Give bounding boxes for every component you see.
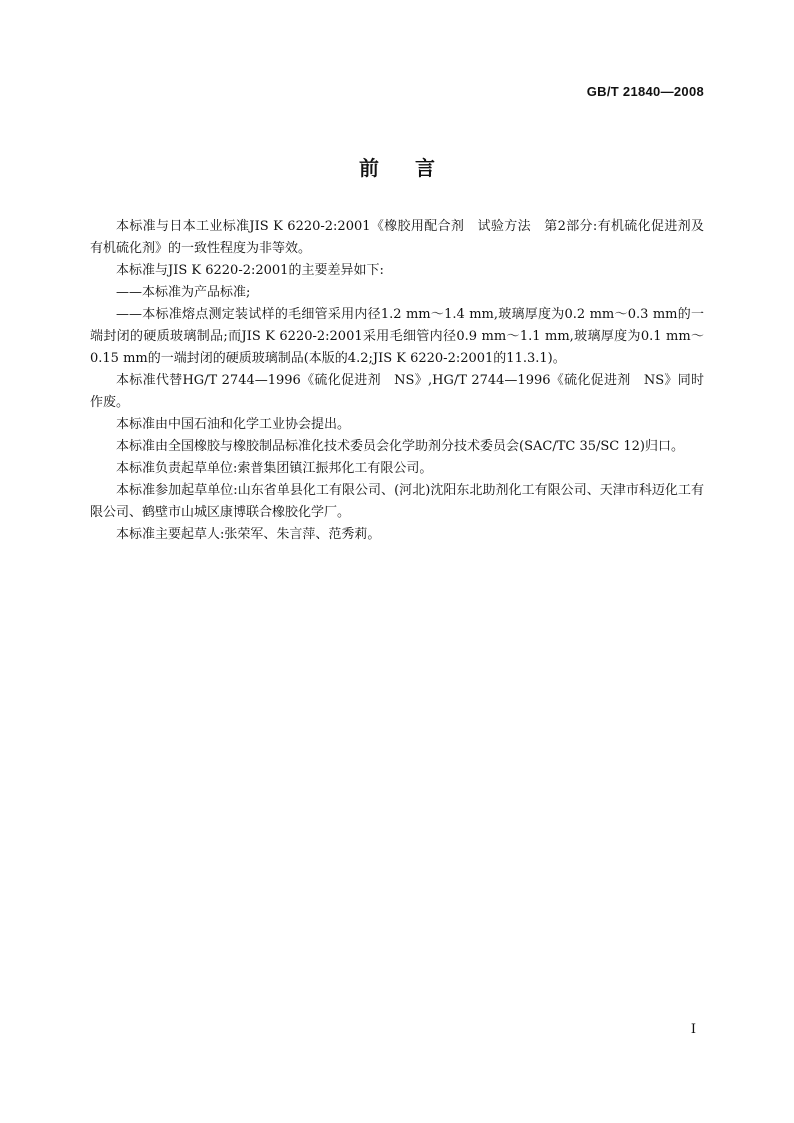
page-number: I	[690, 1022, 696, 1037]
paragraph-proposed-by: 本标准由中国石油和化学工业协会提出。	[116, 417, 351, 432]
standard-code: GB/T 21840—2008	[586, 84, 704, 99]
page-title: 前言	[359, 156, 471, 180]
paragraph-managed-by: 本标准由全国橡胶与橡胶制品标准化技术委员会化学助剂分技术委员会(SAC/TC 35/SC 12)归口。	[116, 439, 684, 454]
paragraph-drafters: 本标准主要起草人:张荣军、朱言萍、范秀莉。	[116, 527, 381, 542]
paragraph-difference-2: ——本标准熔点测定装试样的毛细管采用内径1.2 mm～1.4 mm,玻璃厚度为0.2 mm～0.3 mm的一端封闭的硬质玻璃制品;而JIS K 6220-2:2001采用毛细管内径0.9 mm～1.1 mm,玻璃厚度为0.1 mm～0.15 mm的一端封闭的硬质玻璃制品(本版的4.2;JIS K 6220-2:2001的11.3.1)。	[90, 307, 704, 366]
paragraph-drafting-unit: 本标准负责起草单位:索普集团镇江振邦化工有限公司。	[116, 461, 433, 476]
paragraph-differences-intro: 本标准与JIS K 6220-2:2001的主要差异如下:	[116, 263, 384, 278]
paragraph-difference-1: ——本标准为产品标准;	[116, 285, 251, 300]
paragraph-replaces: 本标准代替HG/T 2744—1996《硫化促进剂 NS》,HG/T 2744—1996《硫化促进剂 NS》同时作废。	[90, 373, 704, 410]
paragraph-equivalence: 本标准与日本工业标准JIS K 6220-2:2001《橡胶用配合剂 试验方法 第2部分:有机硫化促进剂及有机硫化剂》的一致性程度为非等效。	[90, 219, 704, 256]
paragraph-participating-units: 本标准参加起草单位:山东省单县化工有限公司、(河北)沈阳东北助剂化工有限公司、天津市科迈化工有限公司、鹤壁市山城区康博联合橡胶化学厂。	[90, 483, 704, 520]
foreword-body	[90, 216, 704, 546]
